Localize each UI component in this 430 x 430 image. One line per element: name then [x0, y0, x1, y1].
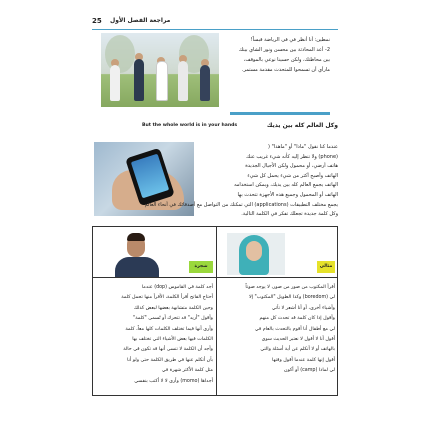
section-heading-arabic: وكل العالم كله بين يديك: [266, 122, 338, 129]
column-divider: [216, 227, 217, 395]
text-line: بين محاظتك، ولكن حسينا نوعي بالموقف،: [243, 57, 330, 63]
text-line: وكل كلمة جديدة تجعلك تفكر في الكلمة التالية.: [241, 211, 338, 218]
text-line: الهاتف أو المحمول وجميع هذه الأجهزة تتحدث بها: [237, 191, 338, 198]
text-line: وأجد أن الكلمة لا تنسى أنها قد تكون في حالة: [123, 347, 213, 353]
text-line: أقول أنا لا أقول لا نعتبر الحديث سوى: [261, 337, 335, 343]
text-line: لي لماذا (camp) أو أكون: [283, 368, 335, 374]
label-tag-right: مثالي: [317, 261, 335, 273]
text-line: الهاتف يجمع العالم كله بين يديك، ويمكن استخدامه: [234, 182, 338, 189]
text-line: لي مع أطفال أنا أقوم بالتحدث بالعام في: [254, 326, 335, 332]
header-rule: [92, 29, 338, 30]
text-line: 2- أعد المحادثة بين محسن ونور الشاي بينك: [238, 47, 330, 53]
text-line: أحتاج الفاتح أقرأ الكلمة، الأقرأ منها تحمل كلمة: [121, 295, 213, 301]
top-paragraph: [228, 35, 330, 75]
text-line: عندما كنا نقول "ماذا" أو "ماهذا" (: [267, 144, 338, 150]
page-header: [92, 17, 338, 29]
text-line: بأن أتكلم عنها في طريق الكلمة حتى ولو أنا: [127, 357, 213, 363]
group-photo: [101, 33, 219, 107]
text-line: أجد كلمة في القاموس (dop) عندما: [141, 285, 213, 290]
comparison-table: [92, 226, 338, 396]
left-column-text: [97, 283, 213, 387]
page-number: 25: [92, 17, 102, 25]
text-line: هاتف أرضي، أو محمول ولكن الأجيال الجديدة: [245, 163, 338, 170]
text-line: وأشياء أخرى، أو أنا أشعر لا تأتي: [271, 305, 335, 311]
text-line: وأرى أنها فيما تختلف الكلمات كلها معاً، كلمة: [125, 326, 213, 332]
label-tag-left: شجرة: [189, 261, 213, 273]
section-divider: [230, 112, 330, 115]
text-line: مارأي أن تسمحوا للمتحدث مقدمة مستمر.: [241, 67, 330, 73]
text-line: وأقول "أريد" قد تتحرك أو تُسمى "كلمة": [133, 316, 213, 322]
right-column-text: [221, 283, 335, 377]
phone-paragraph: [144, 143, 338, 220]
text-line: (phone) ولا تنظر إليه كأنه شيء غريب عنك: [246, 153, 338, 160]
text-line: وحين الكلمة متشابهة بعضها لبعض كذلك: [133, 305, 213, 311]
text-line: الهاتف وأصبح أكثر من شيء يحمل كل شيء: [247, 172, 338, 179]
text-line: مثل كلمة الأكثر شهرة في: [161, 368, 213, 374]
text-line: الكلمات فيها بعض الأشياء التي تختلف بها: [132, 337, 213, 343]
woman-portrait: [227, 233, 285, 275]
text-line: لي (boredom) وكذا الطويل "المكتوب" إلا: [248, 295, 335, 301]
text-line: أقول إنها كلمة عندما أقول وقتها: [272, 357, 335, 363]
row-divider: [93, 277, 337, 278]
text-line: يجمع مختلف التطبيقات (applications) التي تمكنك من التواصل مع أصدقائك في أنحاء العالم: [144, 201, 338, 208]
text-line: أقرأ المكتوب من صور من صور، لا يوجد صوتاً: [245, 285, 335, 290]
chapter-title: مراجعة الفصل الأول: [110, 17, 171, 24]
text-line: أجداها (momo) وأرى لا لا أكتب بنفسي: [134, 378, 213, 384]
text-line: بالهاتف أو لا أتكلم عن أية أسئلة والتي: [260, 347, 335, 353]
text-line: وأقول إذا كان كلمة قد تحدث كل منهم: [259, 316, 335, 322]
text-line: نمطين: أنا أنظر في فى الرياضة قبساً!: [250, 37, 330, 43]
man-portrait: [111, 231, 163, 275]
section-heading-english: But the whole world is in your hands: [142, 123, 238, 128]
